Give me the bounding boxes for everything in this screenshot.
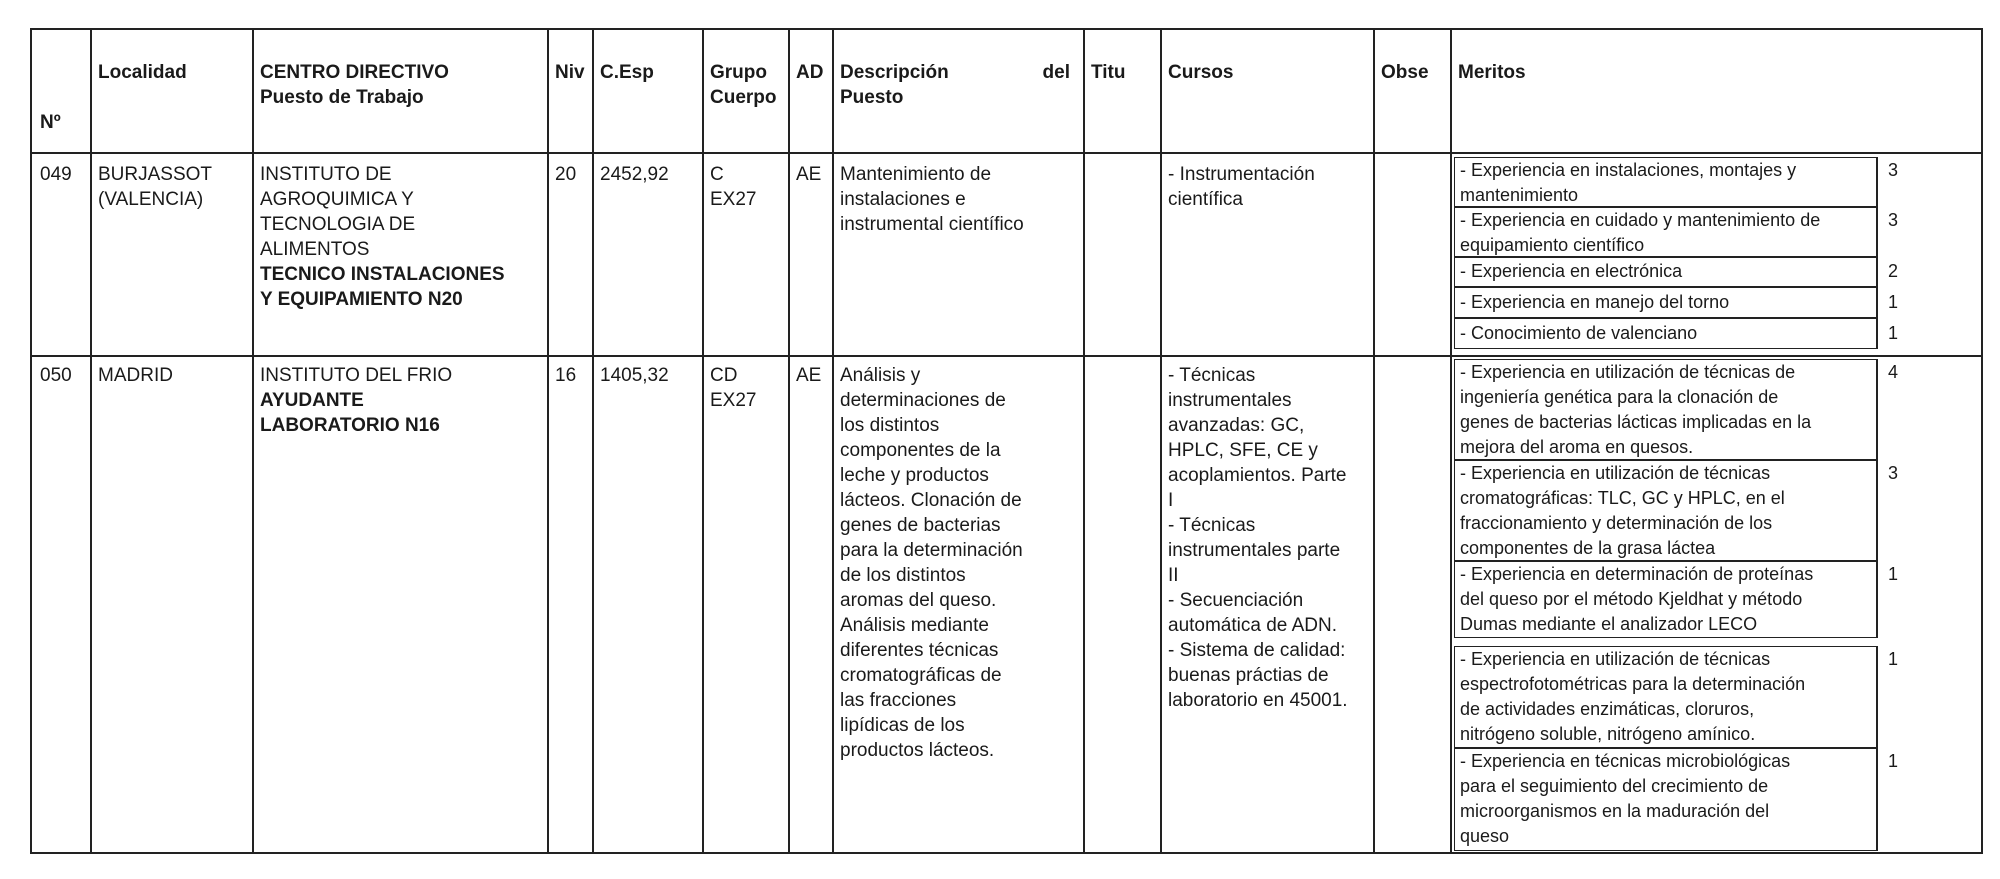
header-centro: CENTRO DIRECTIVO Puesto de Trabajo <box>260 62 449 108</box>
descripcion-cell: Mantenimiento de instalaciones e instrumental científico <box>840 164 1024 235</box>
header-cesp: C.Esp <box>600 62 654 83</box>
niv-cell: 16 <box>555 365 577 386</box>
cesp-cell: 1405,32 <box>600 365 669 386</box>
merit-points: 1 <box>1888 649 1899 669</box>
header-meritos: Meritos <box>1458 62 1526 83</box>
merit-item: - Experiencia en técnicas microbiológicas para el seguimiento del crecimiento de microorganismos en la maduración del queso <box>1460 751 1791 846</box>
merit-item: - Conocimiento de valenciano <box>1460 323 1698 343</box>
header-grupo: Grupo Cuerpo <box>710 62 777 108</box>
row-number: 050 <box>40 365 72 386</box>
cursos-cell: - Instrumentación científica <box>1168 164 1315 210</box>
ad-cell: AE <box>796 365 822 386</box>
merit-points: 1 <box>1888 292 1899 312</box>
merit-item: - Experiencia en manejo del torno <box>1460 292 1730 312</box>
points-divider <box>1877 157 1878 349</box>
merit-points: 1 <box>1888 564 1899 584</box>
grupo-cell: CD EX27 <box>710 365 757 411</box>
header-ad: AD <box>796 62 824 83</box>
niv-cell: 20 <box>555 164 577 185</box>
header-niv: Niv <box>555 62 585 83</box>
merit-item: - Experiencia en utilización de técnicas de ingeniería genética para la clonación de genes de bacterias lácticas implicadas en la mejora del aroma en quesos. <box>1460 362 1812 457</box>
row-divider <box>32 355 1981 357</box>
points-divider <box>1877 359 1878 638</box>
merit-item: - Experiencia en cuidado y mantenimiento de equipamiento científico <box>1460 210 1821 255</box>
centro-cell: INSTITUTO DE AGROQUIMICA Y TECNOLOGIA DE ALIMENTOS TECNICO INSTALACIONES Y EQUIPAMIENTO N20 <box>260 164 505 310</box>
localidad-cell: MADRID <box>98 365 173 386</box>
merit-points: 3 <box>1888 210 1899 230</box>
merit-points: 4 <box>1888 362 1899 382</box>
header-localidad: Localidad <box>98 62 187 83</box>
header-titu: Titu <box>1091 62 1126 83</box>
merit-points: 2 <box>1888 261 1899 281</box>
job-positions-table <box>30 28 1983 854</box>
merit-points: 3 <box>1888 160 1899 180</box>
ad-cell: AE <box>796 164 822 185</box>
header-cursos: Cursos <box>1168 62 1234 83</box>
points-divider <box>1877 646 1878 851</box>
merit-points: 1 <box>1888 323 1899 343</box>
cursos-cell: - Técnicas instrumentales avanzadas: GC, HPLC, SFE, CE y acoplamientos. Parte I - Técnicas instrumentales parte II - Secuenciación automática de ADN. - Sistema de calidad: buenas práctias de laboratorio en 45001. <box>1168 365 1348 711</box>
merit-item: - Experiencia en electrónica <box>1460 261 1683 281</box>
merit-points: 3 <box>1888 463 1899 483</box>
row-divider <box>32 152 1981 154</box>
header-n: Nº <box>40 112 61 133</box>
merit-item: - Experiencia en utilización de técnicas cromatográficas: TLC, GC y HPLC, en el fraccionamiento y determinación de los componentes de la grasa láctea <box>1460 463 1785 558</box>
merit-points: 1 <box>1888 751 1899 771</box>
descripcion-cell: Análisis y determinaciones de los distintos componentes de la leche y productos lácteos. Clonación de genes de bacterias para la determinación de los distintos aromas del queso. Análisis mediante diferentes técnicas cromatográficas de las fracciones lipídicas de los productos lácteos. <box>840 365 1023 761</box>
header-obse: Obse <box>1381 62 1429 83</box>
merit-item: - Experiencia en instalaciones, montajes y mantenimiento <box>1460 160 1797 205</box>
row-number: 049 <box>40 164 72 185</box>
grupo-cell: C EX27 <box>710 164 757 210</box>
cesp-cell: 2452,92 <box>600 164 669 185</box>
merit-item: - Experiencia en determinación de proteínas del queso por el método Kjeldhat y método Dumas mediante el analizador LECO <box>1460 564 1814 634</box>
localidad-cell: BURJASSOT (VALENCIA) <box>98 164 213 210</box>
centro-cell: INSTITUTO DEL FRIO AYUDANTE LABORATORIO N16 <box>260 365 453 436</box>
header-descripcion: Descripción del Puesto <box>840 62 1070 108</box>
merit-item: - Experiencia en utilización de técnicas espectrofotométricas para la determinación de actividades enzimáticas, cloruros, nitrógeno soluble, nitrógeno amínico. <box>1460 649 1806 744</box>
